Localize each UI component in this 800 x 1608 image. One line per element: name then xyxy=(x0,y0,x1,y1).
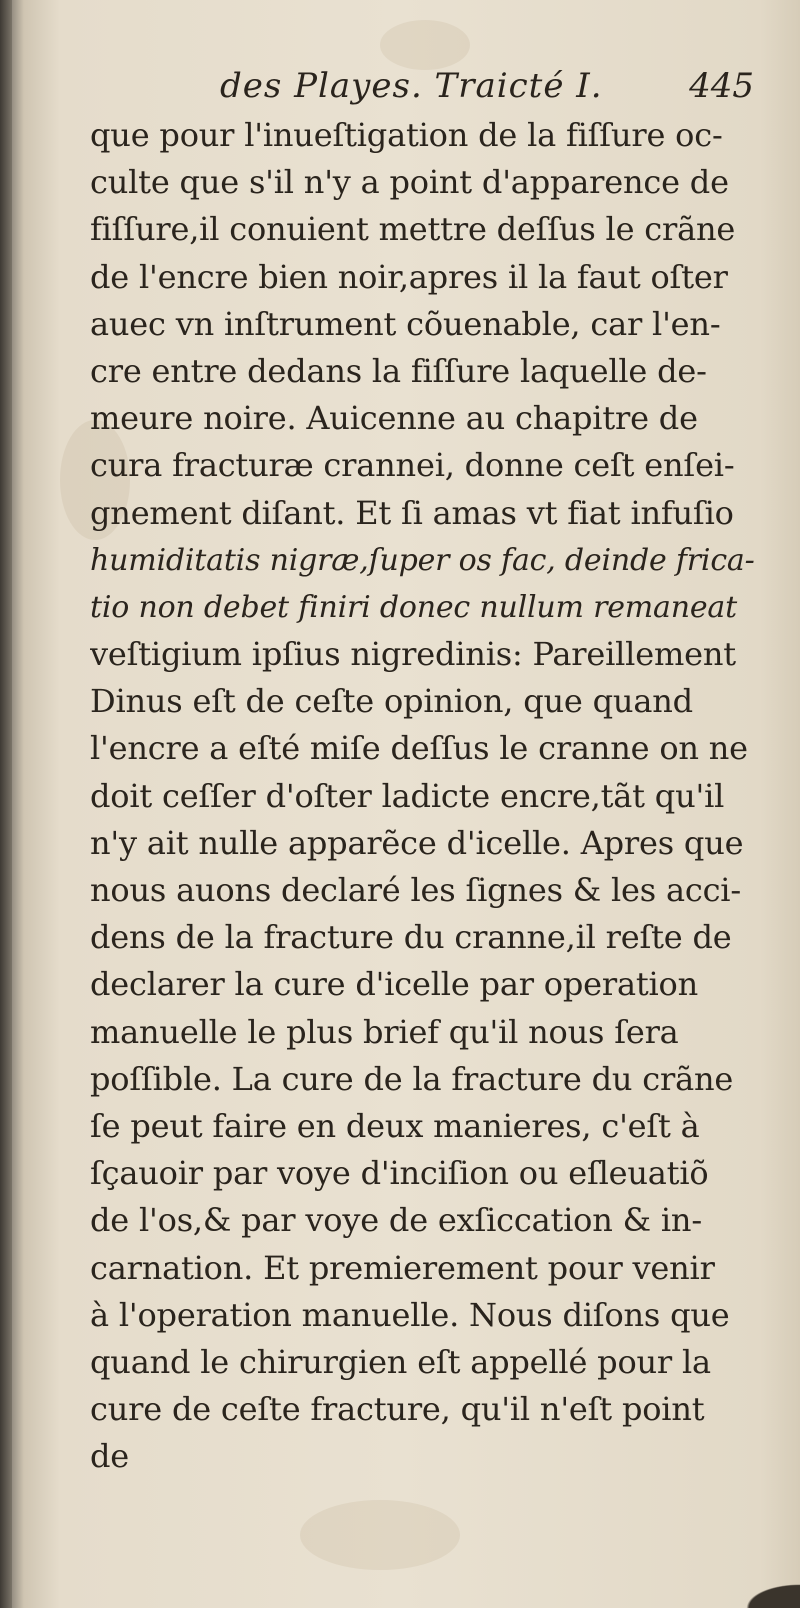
text-line: cura fracturæ crannei, donne ceſt enſei- xyxy=(90,446,735,485)
text-line: dens de la fracture du cranne,il reſte de xyxy=(90,918,732,957)
text-line: ſçauoir par voye d'inciſion ou eſleuatiõ xyxy=(90,1154,709,1193)
text-line: carnation. Et premierement pour venir xyxy=(90,1248,715,1287)
text-line: gnement diſant. Et ſi amas vt fiat infuſio xyxy=(90,493,734,532)
running-head-title: des Playes. Traicté I. xyxy=(220,66,603,106)
text-line: manuelle le plus brief qu'il nous ſera xyxy=(90,1012,679,1051)
text-line: culte que s'il n'y a point d'apparence de xyxy=(90,163,729,202)
text-line: nous auons declaré les ſignes & les acci- xyxy=(90,871,741,909)
text-line: tio non debet finiri donec nullum remaneat xyxy=(90,589,737,625)
text-line: de xyxy=(90,1437,130,1476)
text-line: auec vn inſtrument cõuenable, car l'en- xyxy=(90,304,721,343)
text-line: cure de ceſte fracture, qu'il n'eſt point xyxy=(90,1390,705,1429)
text-line: ſe peut faire en deux manieres, c'eſt à xyxy=(90,1106,700,1145)
text-line: quand le chirurgien eſt appellé pour la xyxy=(90,1342,711,1381)
text-line: meure noire. Auicenne au chapitre de xyxy=(90,399,698,438)
binding-gutter xyxy=(0,0,12,1608)
page-corner-shadow xyxy=(710,1568,800,1608)
text-line: que pour l'inueſtigation de la fiſſure oc- xyxy=(90,116,723,154)
text-line: de l'os,& par voye de exſiccation & in- xyxy=(90,1201,702,1240)
text-line: l'encre a eſté miſe deſſus le cranne on ne xyxy=(90,729,748,768)
text-line: fiſſure,il conuient mettre deſſus le crãne xyxy=(90,210,736,249)
body-text xyxy=(90,112,780,1480)
paper-stain xyxy=(380,20,470,70)
text-line: Dinus eſt de ceſte opinion, que quand xyxy=(90,682,693,721)
text-line: veſtigium ipſius nigredinis: Pareillement xyxy=(90,635,736,674)
page-number: 445 xyxy=(689,66,754,106)
text-line: n'y ait nulle apparẽce d'icelle. Apres que xyxy=(90,823,744,862)
text-line: à l'operation manuelle. Nous diſons que xyxy=(90,1295,730,1334)
running-head xyxy=(150,66,770,116)
text-line: de l'encre bien noir,apres il la faut oſter xyxy=(90,257,728,296)
text-line: doit ceſſer d'oſter ladicte encre,tãt qu'il xyxy=(90,776,725,815)
text-line: humiditatis nigræ,ſuper os fac, deinde frica- xyxy=(90,542,755,578)
paper-stain xyxy=(300,1500,460,1570)
text-line: poſſible. La cure de la fracture du crãne xyxy=(90,1059,734,1098)
text-line: declarer la cure d'icelle par operation xyxy=(90,965,698,1004)
text-line: cre entre dedans la fiſſure laquelle de- xyxy=(90,351,707,390)
